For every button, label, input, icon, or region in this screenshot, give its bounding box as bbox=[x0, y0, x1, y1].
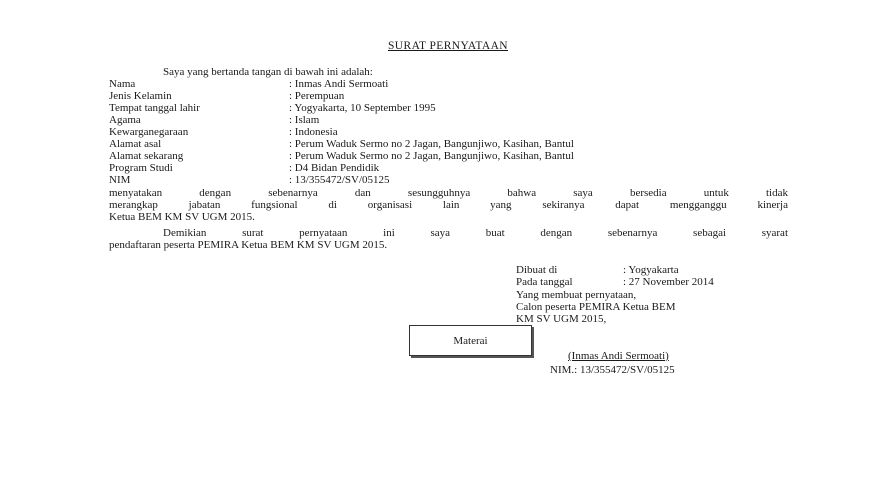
role-line: Calon peserta PEMIRA Ketua BEM bbox=[516, 301, 676, 313]
signer-name: (Inmas Andi Sermoati) bbox=[568, 350, 669, 362]
maker-label: Yang membuat pernyataan, bbox=[516, 289, 637, 301]
made-in-row bbox=[516, 264, 679, 276]
signer-nim: NIM.: 13/355472/SV/05125 bbox=[550, 364, 675, 376]
materai-label: Materai bbox=[453, 335, 488, 347]
paragraph-line: merangkap jabatan fungsional di organisasi lain yang sekiranya dapat mengganggu kinerja bbox=[109, 199, 788, 211]
field-label: NIM bbox=[109, 174, 131, 186]
field-label: Nama bbox=[109, 78, 136, 90]
paragraph-line: Ketua BEM KM SV UGM 2015. bbox=[109, 211, 255, 223]
field-label: Kewarganegaraan bbox=[109, 126, 189, 138]
field-label: Program Studi bbox=[109, 162, 173, 174]
date-value: : 27 November 2014 bbox=[623, 276, 714, 288]
made-in-label: Dibuat di bbox=[516, 264, 558, 276]
role-line: KM SV UGM 2015, bbox=[516, 313, 607, 325]
paragraph-line: pendaftaran peserta PEMIRA Ketua BEM KM SV UGM 2015. bbox=[109, 239, 388, 251]
field-label: Alamat sekarang bbox=[109, 150, 184, 162]
field-value: : Perempuan bbox=[289, 90, 345, 102]
field-value: : D4 Bidan Pendidik bbox=[289, 162, 380, 174]
field-value: : Inmas Andi Sermoati bbox=[289, 78, 389, 90]
intro-text: Saya yang bertanda tangan di bawah ini adalah: bbox=[163, 66, 373, 78]
field-value: : 13/355472/SV/05125 bbox=[289, 174, 390, 186]
field-label: Tempat tanggal lahir bbox=[109, 102, 200, 114]
paragraph-line: menyatakan dengan sebenarnya dan sesungguhnya bahwa saya bersedia untuk tidak bbox=[109, 187, 788, 199]
field-value: : Indonesia bbox=[289, 126, 338, 138]
document-title: SURAT PERNYATAAN bbox=[388, 40, 508, 52]
field-value: : Islam bbox=[289, 114, 320, 126]
field-value: : Yogyakarta, 10 September 1995 bbox=[289, 102, 436, 114]
paragraph-line: Demikian surat pernyataan ini saya buat dengan sebenarnya sebagai syarat bbox=[163, 227, 788, 239]
field-label: Alamat asal bbox=[109, 138, 162, 150]
field-label: Agama bbox=[109, 114, 141, 126]
date-label: Pada tanggal bbox=[516, 276, 573, 288]
materai-stamp-box bbox=[409, 325, 532, 356]
field-value: : Perum Waduk Sermo no 2 Jagan, Bangunjiwo, Kasihan, Bantul bbox=[289, 138, 574, 150]
made-in-value: : Yogyakarta bbox=[623, 264, 679, 276]
date-row bbox=[516, 276, 714, 288]
field-label: Jenis Kelamin bbox=[109, 90, 172, 102]
field-value: : Perum Waduk Sermo no 2 Jagan, Bangunjiwo, Kasihan, Bantul bbox=[289, 150, 574, 162]
